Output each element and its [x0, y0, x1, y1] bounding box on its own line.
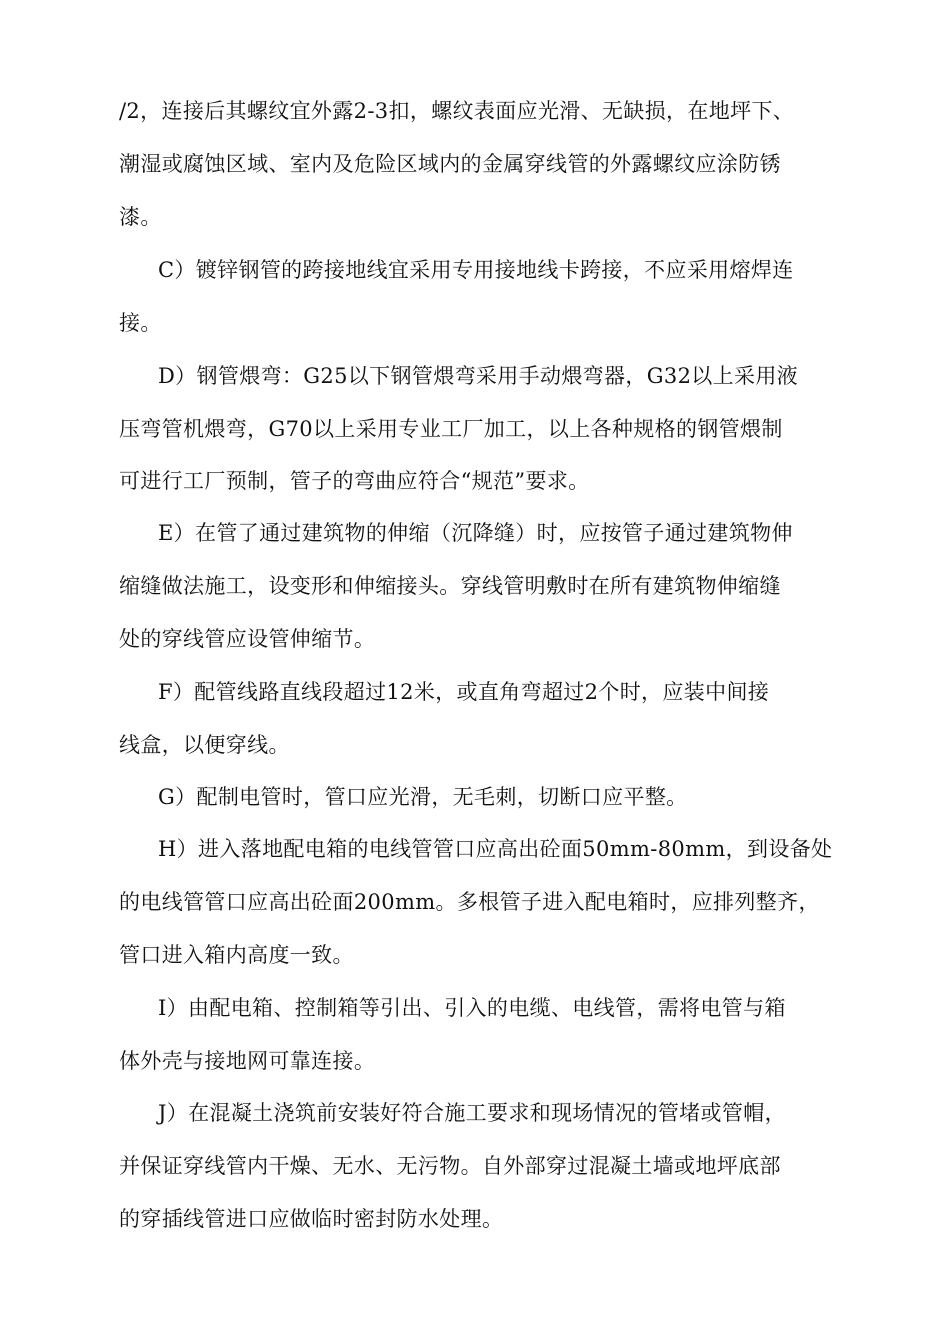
paragraph-j-line-3: 的穿插线管进口应做临时密封防水处理。 [119, 1207, 504, 1231]
paragraph-d-line-1: D）钢管煨弯：G25以下钢管煨弯采用手动煨弯器，G32以上采用液 [158, 364, 799, 388]
paragraph-c-line-2: 接。 [119, 311, 162, 335]
paragraph-h-line-1: H）进入落地配电箱的电线管管口应高出砼面50mm-80mm，到设备处 [158, 837, 833, 861]
paragraph-f-line-2: 线盒，以便穿线。 [119, 733, 290, 757]
paragraph-f-line-1: F）配管线路直线段超过12米，或直角弯超过2个时，应装中间接 [158, 680, 770, 704]
paragraph-d-line-2: 压弯管机煨弯，G70以上采用专业工厂加工，以上各种规格的钢管煨制 [119, 417, 783, 441]
paragraph-h-line-3: 管口进入箱内高度一致。 [119, 943, 354, 967]
paragraph-e-line-2: 缩缝做法施工，设变形和伸缩接头。穿线管明敷时在所有建筑物伸缩缝 [119, 574, 781, 598]
paragraph-i-line-2: 体外壳与接地网可靠连接。 [119, 1049, 376, 1073]
paragraph-j-line-1: J）在混凝土浇筑前安装好符合施工要求和现场情况的管堵或管帽， [158, 1101, 786, 1125]
paragraph-g-line-1: G）配制电管时，管口应光滑，无毛刺，切断口应平整。 [158, 785, 688, 809]
paragraph-j-line-2: 并保证穿线管内干燥、无水、无污物。自外部穿过混凝土墙或地坪底部 [119, 1154, 781, 1178]
paragraph-continued-line-3: 漆。 [119, 205, 162, 229]
paragraph-c-line-1: C）镀锌钢管的跨接地线宜采用专用接地线卡跨接，不应采用熔焊连 [158, 258, 794, 282]
paragraph-h-line-2: 的电线管管口应高出砼面200mm。多根管子进入配电箱时，应排列整齐， [119, 890, 820, 914]
paragraph-e-line-3: 处的穿线管应设管伸缩节。 [119, 627, 376, 651]
paragraph-d-line-3: 可进行工厂预制，管子的弯曲应符合“规范”要求。 [119, 469, 590, 493]
paragraph-i-line-1: I）由配电箱、控制箱等引出、引入的电缆、电线管，需将电管与箱 [158, 996, 786, 1020]
paragraph-continued-line-1: /2，连接后其螺纹宜外露2-3扣，螺纹表面应光滑、无缺损，在地坪下、 [119, 99, 795, 123]
paragraph-e-line-1: E）在管了通过建筑物的伸缩（沉降缝）时，应按管子通过建筑物伸 [158, 521, 793, 545]
paragraph-continued-line-2: 潮湿或腐蚀区域、室内及危险区域内的金属穿线管的外露螺纹应涂防锈 [119, 152, 781, 176]
